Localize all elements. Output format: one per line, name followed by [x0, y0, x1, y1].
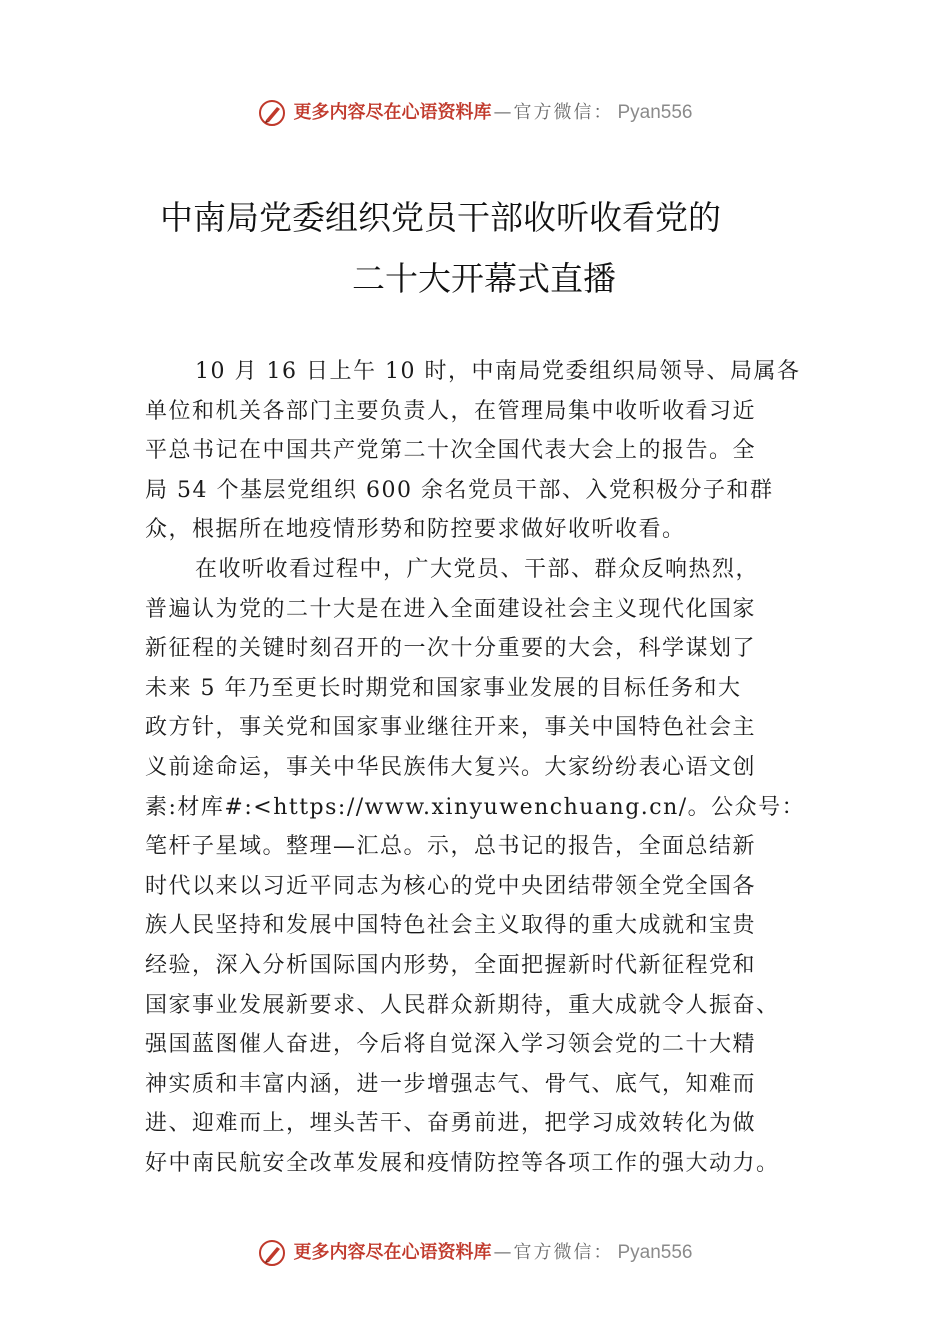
body-line: 政方针，事关党和国家事业继往开来，事关中国特色社会主 — [145, 715, 757, 741]
banner-dash: — — [493, 102, 512, 123]
body-line: 经验，深入分析国际国内形势，全面把握新时代新征程党和 — [145, 952, 757, 978]
banner-wechat-id: Pyan556 — [617, 102, 693, 123]
body-line: 众，根据所在地疫情形势和防控要求做好收听收看。 — [145, 517, 686, 543]
body-line: 好中南民航安全改革发展和疫情防控等各项工作的强大动力。 — [145, 1150, 780, 1176]
body-line: 时代以来以习近平同志为核心的党中央团结带领全党全国各 — [145, 873, 757, 899]
footer-banner — [0, 1238, 950, 1268]
body-line: 平总书记在中国共产党第二十次全国代表大会上的报告。全 — [145, 438, 757, 464]
body-line: 新征程的关键时刻召开的一次十分重要的大会，科学谋划了 — [145, 636, 757, 662]
header-banner — [0, 98, 950, 128]
body-line: 神实质和丰富内涵，进一步增强志气、骨气、底气，知难而 — [145, 1071, 757, 1097]
banner-wechat-label: 官方微信： — [513, 1242, 614, 1263]
pen-logo-icon — [257, 98, 287, 128]
body-line: 10 月 16 日上午 10 时，中南局党委组织局领导、局属各 — [195, 359, 801, 384]
body-line: 单位和机关各部门主要负责人，在管理局集中收听收看习近 — [145, 398, 757, 424]
banner-wechat-id: Pyan556 — [617, 1242, 693, 1263]
body-line: 族人民坚持和发展中国特色社会主义取得的重大成就和宝贵 — [145, 913, 757, 939]
body-line: 未来 5 年乃至更长时期党和国家事业发展的目标任务和大 — [145, 675, 742, 701]
body-line: 在收听收看过程中，广大党员、干部、群众反响热烈， — [195, 556, 760, 582]
document-body — [145, 352, 813, 1183]
body-line: 义前途命运，事关中华民族伟大复兴。大家纷纷表心语文创 — [145, 754, 757, 780]
banner-dash: — — [493, 1242, 512, 1263]
pen-logo-icon — [257, 1238, 287, 1268]
body-line: 局 54 个基层党组织 600 余名党员干部、入党积极分子和群 — [145, 477, 774, 503]
document-title-line-2: 二十大开幕式直播 — [352, 259, 616, 298]
body-line: 进、迎难而上，埋头苦干、奋勇前进，把学习成效转化为做 — [145, 1111, 757, 1137]
body-line: 国家事业发展新要求、人民群众新期待，重大成就令人振奋、 — [145, 992, 780, 1018]
body-line: 强国蓝图催人奋进，今后将自觉深入学习领会党的二十大精 — [145, 1032, 757, 1058]
document-title-line-1: 中南局党委组织党员干部收听收看党的 — [160, 198, 721, 237]
banner-wechat-label: 官方微信： — [513, 102, 614, 123]
body-line: 笔杆子星域。整理—汇总。示，总书记的报告，全面总结新 — [145, 834, 757, 860]
banner-brand-text: 更多内容尽在心语资料库 — [293, 102, 492, 123]
banner-brand-text: 更多内容尽在心语资料库 — [293, 1242, 492, 1263]
body-line: 普遍认为党的二十大是在进入全面建设社会主义现代化国家 — [145, 596, 757, 622]
body-line-url: 素:材库#:<https://www.xinyuwenchuang.cn/。公众号： — [145, 794, 806, 820]
